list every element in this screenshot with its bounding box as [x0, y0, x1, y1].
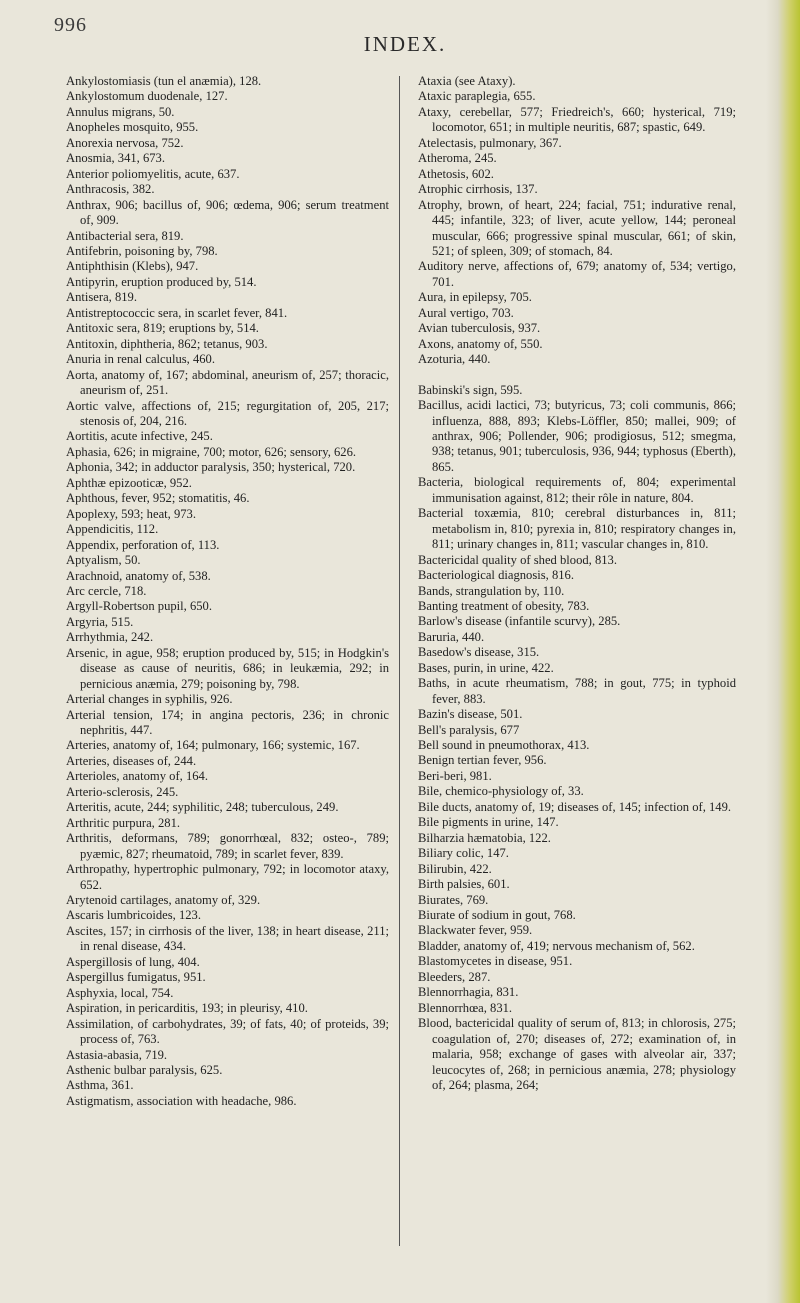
index-entry: Argyll-Robertson pupil, 650.	[66, 599, 212, 614]
index-entry: Anorexia nervosa, 752.	[66, 135, 184, 150]
index-entry: Anopheles mosquito, 955.	[66, 120, 199, 135]
index-entry: Arthritis, deformans, 789; gonorrhœal, 832; osteo-, 789; pyæmic, 827; rheumatoid, 789; in scarlet fever, 839.	[66, 831, 389, 861]
index-entry: Arthropathy, hypertrophic pulmonary, 792; in locomotor ataxy, 652.	[66, 862, 389, 892]
index-entry: Bile ducts, anatomy of, 19; diseases of, 145; infection of, 149.	[418, 799, 732, 814]
index-entry: Astasia-abasia, 719.	[66, 1047, 168, 1062]
index-entry: Blood, bactericidal quality of serum of, 813; in chlorosis, 275; coagulation of, 270; diseases of, 272; examination of, in malaria, 958; exchange of gases with alveolar air, 337; leucocytes of, 268; in pernicious anæmia, 278; physiology of, 264; plasma, 264;	[418, 1016, 736, 1092]
index-entry: Bile pigments in urine, 147.	[418, 815, 559, 830]
index-entry: Atrophic cirrhosis, 137.	[418, 182, 538, 197]
index-entry: Bases, purin, in urine, 422.	[418, 660, 554, 675]
index-entry: Assimilation, of carbohydrates, 39; of fats, 40; of proteids, 39; process of, 763.	[66, 1016, 389, 1047]
index-entry: Ataxic paraplegia, 655.	[418, 89, 536, 104]
index-entry: Bacteria, biological requirements of, 804; experimental immunisation against, 812; their rôle in nature, 804.	[418, 475, 736, 505]
index-entry: Arrhythmia, 242.	[66, 630, 154, 645]
index-entry: Antisera, 819.	[66, 290, 137, 305]
index-entry: Arc cercle, 718.	[66, 583, 147, 598]
index-entry: Bell sound in pneumothorax, 413.	[418, 738, 590, 753]
index-entry: Aortitis, acute infective, 245.	[66, 429, 213, 444]
right-column	[418, 74, 736, 1093]
index-entry: Aural vertigo, 703.	[418, 305, 514, 320]
index-entry: Anuria in renal calculus, 460.	[66, 352, 215, 367]
index-entry: Appendicitis, 112.	[66, 522, 159, 537]
index-entry: Babinski's sign, 595.	[418, 382, 523, 397]
index-entry: Ascites, 157; in cirrhosis of the liver, 138; in heart disease, 211; in renal disease, 434.	[66, 923, 389, 954]
index-entry: Antipyrin, eruption produced by, 514.	[66, 274, 257, 289]
index-entry: Beri-beri, 981.	[418, 768, 492, 783]
index-entry: Bilharzia hæmatobia, 122.	[418, 830, 551, 845]
index-entry: Apoplexy, 593; heat, 973.	[66, 506, 196, 521]
index-entry: Anosmia, 341, 673.	[66, 151, 165, 166]
index-entry: Aphasia, 626; in migraine, 700; motor, 626; sensory, 626.	[66, 444, 357, 459]
index-entry: Antibacterial sera, 819.	[66, 228, 184, 243]
index-entry: Auditory nerve, affections of, 679; anatomy of, 534; vertigo, 701.	[418, 259, 736, 289]
index-entry: Azoturia, 440.	[418, 352, 491, 367]
index-entry: Aphthous, fever, 952; stomatitis, 46.	[66, 491, 250, 506]
index-entry: Arsenic, in ague, 958; eruption produced by, 515; in Hodgkin's disease as cause of neuritis, 686; in leukæmia, 292; in pernicious anæmia, 279; poisoning by, 798.	[66, 645, 389, 691]
index-entry: Blastomycetes in disease, 951.	[418, 954, 573, 969]
index-entry: Bactericidal quality of shed blood, 813.	[418, 552, 618, 567]
index-entry: Ascaris lumbricoides, 123.	[66, 908, 202, 923]
index-entry: Astigmatism, association with headache, 986.	[66, 1093, 297, 1108]
index-entry: Biliary colic, 147.	[418, 846, 509, 861]
index-entry: Antitoxin, diphtheria, 862; tetanus, 903.	[66, 336, 268, 351]
index-entry: Ankylostomiasis (tun el anæmia), 128.	[66, 74, 262, 88]
index-entry: Arteries, anatomy of, 164; pulmonary, 166; systemic, 167.	[66, 738, 360, 753]
index-entry: Arthritic purpura, 281.	[66, 815, 181, 830]
index-entry: Appendix, perforation of, 113.	[66, 537, 220, 552]
index-entry: Birth palsies, 601.	[418, 877, 510, 892]
index-entry: Arterial tension, 174; in angina pectoris, 236; in chronic nephritis, 447.	[66, 707, 389, 738]
index-entry: Asthenic bulbar paralysis, 625.	[66, 1063, 223, 1077]
index-entry: Bladder, anatomy of, 419; nervous mechanism of, 562.	[418, 938, 695, 953]
index-entry: Bleeders, 287.	[418, 969, 491, 984]
index-entry: Aorta, anatomy of, 167; abdominal, aneurism of, 257; thoracic, aneurism of, 251.	[66, 367, 389, 398]
index-entry: Banting treatment of obesity, 783.	[418, 598, 590, 613]
index-entry: Arachnoid, anatomy of, 538.	[66, 568, 211, 583]
index-entry: Anterior poliomyelitis, acute, 637.	[66, 166, 240, 181]
index-entry: Athetosis, 602.	[418, 166, 494, 181]
index-entry: Bacteriological diagnosis, 816.	[418, 568, 574, 583]
index-entry: Arytenoid cartilages, anatomy of, 329.	[66, 893, 261, 908]
index-entry: Atheroma, 245.	[418, 151, 497, 166]
index-entry: Bands, strangulation by, 110.	[418, 583, 565, 598]
index-entry: Avian tuberculosis, 937.	[418, 321, 541, 336]
index-entry: Aura, in epilepsy, 705.	[418, 290, 532, 305]
index-entry: Aphthæ epizooticæ, 952.	[66, 475, 192, 490]
page-header: INDEX.	[363, 32, 447, 56]
index-entry: Bell's paralysis, 677	[418, 722, 520, 737]
index-entry: Aspergillosis of lung, 404.	[66, 954, 200, 969]
index-entry: Arterial changes in syphilis, 926.	[66, 692, 233, 707]
index-entry: Asthma, 361.	[66, 1078, 134, 1093]
index-entry: Baruria, 440.	[418, 629, 485, 644]
index-entry: Anthracosis, 382.	[66, 182, 155, 197]
index-entry: Axons, anatomy of, 550.	[418, 336, 543, 351]
index-entry: Asphyxia, local, 754.	[66, 985, 174, 1000]
index-entry: Arteries, diseases of, 244.	[66, 753, 197, 768]
column-divider	[399, 76, 400, 1246]
index-entry: Bazin's disease, 501.	[418, 707, 523, 722]
index-entry: Ataxia (see Ataxy).	[418, 74, 516, 88]
index-entry: Ankylostomum duodenale, 127.	[66, 89, 228, 104]
index-entry: Aspergillus fumigatus, 951.	[66, 970, 206, 985]
page-edge	[766, 0, 800, 1303]
index-entry: Antifebrin, poisoning by, 798.	[66, 243, 218, 258]
index-entry: Antitoxic sera, 819; eruptions by, 514.	[66, 321, 259, 336]
index-entry: Blennorrhagia, 831.	[418, 985, 519, 1000]
index-entry: Antiphthisin (Klebs), 947.	[66, 259, 199, 274]
index-entry: Biurate of sodium in gout, 768.	[418, 908, 576, 923]
index-entry: Atrophy, brown, of heart, 224; facial, 751; indurative renal, 445; infantile, 323; of liver, acute yellow, 144; peroneal muscular, 666; progressive spinal muscular, 661; of skin, 521; of spleen, 309; of stomach, 84.	[418, 197, 736, 258]
index-entry: Biurates, 769.	[418, 892, 489, 907]
page-number: 996	[54, 14, 87, 36]
index-entry: Annulus migrans, 50.	[66, 104, 175, 119]
index-entry: Arterio-sclerosis, 245.	[66, 784, 179, 799]
index-entry: Benign tertian fever, 956.	[418, 753, 547, 768]
index-entry: Ataxy, cerebellar, 577; Friedreich's, 660; hysterical, 719; locomotor, 651; in multiple neuritis, 687; spastic, 649.	[418, 104, 736, 135]
index-entry: Barlow's disease (infantile scurvy), 285.	[418, 614, 621, 629]
index-entry: Bacterial toxæmia, 810; cerebral disturbances in, 811; metabolism in, 810; pyrexia in, 810; respiratory changes in, 811; urinary changes in, 811; vascular changes in, 810.	[418, 506, 736, 552]
index-entry: Baths, in acute rheumatism, 788; in gout, 775; in typhoid fever, 883.	[418, 676, 736, 706]
index-entry: Bacillus, acidi lactici, 73; butyricus, 73; coli communis, 866; influenza, 888, 893; Klebs-Löffler, 850; mallei, 909; of anthrax, 906; Pollender, 906; prodigiosus, 512; smegma, 938; tetanus, 901; tuberculosis, 936, 944; typhosus (Eberth), 865.	[418, 398, 736, 474]
left-column	[66, 74, 389, 1109]
index-entry: Blennorrhœa, 831.	[418, 1000, 513, 1015]
index-entry: Bilirubin, 422.	[418, 861, 492, 876]
index-entry: Aortic valve, affections of, 215; regurgitation of, 205, 217; stenosis of, 204, 216.	[66, 398, 389, 428]
index-entry: Aptyalism, 50.	[66, 553, 141, 568]
index-entry: Aphonia, 342; in adductor paralysis, 350; hysterical, 720.	[66, 460, 356, 475]
index-entry: Antistreptococcic sera, in scarlet fever, 841.	[66, 305, 288, 320]
index-entry: Blackwater fever, 959.	[418, 923, 533, 938]
index-entry: Argyria, 515.	[66, 614, 134, 629]
index-entry: Arteritis, acute, 244; syphilitic, 248; tuberculous, 249.	[66, 800, 339, 815]
index-entry: Basedow's disease, 315.	[418, 645, 540, 660]
index-entry: Atelectasis, pulmonary, 367.	[418, 135, 562, 150]
index-entry: Anthrax, 906; bacillus of, 906; œdema, 906; serum treatment of, 909.	[66, 197, 389, 228]
index-entry: Aspiration, in pericarditis, 193; in pleurisy, 410.	[66, 1001, 308, 1016]
index-entry: Arterioles, anatomy of, 164.	[66, 769, 208, 784]
index-entry: Bile, chemico-physiology of, 33.	[418, 784, 584, 799]
